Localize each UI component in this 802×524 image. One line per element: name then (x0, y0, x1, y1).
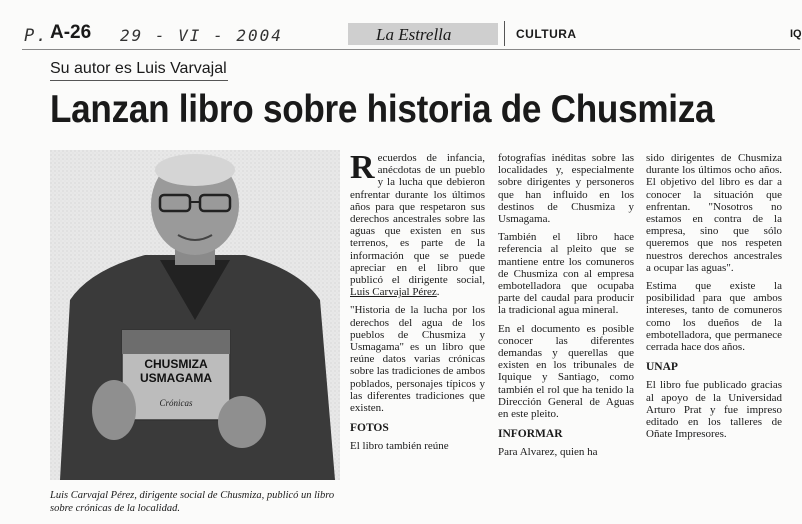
kicker-rule (50, 80, 228, 81)
photo-caption: Luis Carvajal Pérez, dirigente social de Chusmiza, publicó un libro sobre crónicas de la localidad. (50, 490, 335, 514)
col1-paragraph-2: "Historia de la lucha por los derechos del agua de los pueblos de Chusmiza y Usmagama" es un libro que reúne datos varias crónicas sobre las tradiciones de ambos poblados, personajes típicos y las diferentes tradiciones que existen. (350, 304, 485, 415)
col3-paragraph-3: El libro fue publicado gracias al apoyo de la Universidad Arturo Prat y fue impreso editado en los talleres de Oñate Impresores. (646, 379, 782, 441)
article-column-3 (646, 152, 782, 446)
book-title-line2: USMAGAMA (140, 371, 212, 385)
handwritten-page-mark: P. (24, 26, 49, 46)
handwritten-date: 29 - VI - 2004 (120, 26, 283, 45)
col2-paragraph-1: fotografías inéditas sobre las localidades y, especialmente sobre dirigentes y personeros que han influido en los destinos de Chusmiza y Usmagama. (498, 152, 634, 226)
col2-paragraph-2: También el libro hace referencia al pleito que se mantiene entre los comuneros de Chusmiza con al empresa embotelladora que ocupaba parte del caudal para producir la tradicional agua mineral. (498, 231, 634, 317)
book-subtitle: Crónicas (159, 398, 193, 408)
subheading-fotos: FOTOS (350, 422, 389, 435)
col2-paragraph-4: Para Alvarez, quien ha (498, 446, 598, 459)
subheading-unap: UNAP (646, 361, 678, 374)
col1-paragraph-1-end: . (436, 286, 440, 299)
page-right-mark: IQ (790, 28, 802, 40)
headline: Lanzan libro sobre historia de Chusmiza (50, 88, 715, 131)
col3-paragraph-1: sido dirigentes de Chusmiza durante los últimos ocho años. El objetivo del libro es dar a conocer la situación que enfrentan. "Nosotros no estamos en contra de la empresa, sino que sólo queremos que nos respeten nuestros derechos ancestrales a ocupar las aguas". (646, 152, 782, 274)
col2-paragraph-3: En el documento es posible conocer las diferentes demandas y querellas que existen en los tribunales de Iquique y Santiago, como también el rol que ha tenido la Dirección General de Aguas en este pleito. (498, 322, 634, 421)
drop-cap: R (350, 149, 375, 186)
header-rule (22, 49, 800, 50)
page-number: A-26 (50, 22, 92, 43)
photo-illustration (50, 150, 340, 480)
section-label: CULTURA (516, 27, 577, 41)
article-column-1 (350, 149, 485, 459)
kicker: Su autor es Luis Varvajal (50, 60, 227, 77)
book-title-line1: CHUSMIZA (144, 357, 208, 371)
article-photo (50, 150, 340, 480)
masthead: La Estrella (376, 25, 452, 44)
author-name: Luis Carvajal Pérez (350, 286, 437, 299)
article-column-2 (498, 152, 634, 465)
masthead-divider (504, 21, 505, 46)
subheading-informar: INFORMAR (498, 428, 563, 441)
col1-paragraph-1: ecuerdos de infancia, anécdotas de un pueblo y la lucha que debieron enfrentar durante los últimos años para que respetaron sus derechos ancestrales sobre las aguas que existen en sus terrenos, es parte de la información que se puede apreciar en el libro que publicó el dirigente social, (350, 152, 485, 287)
col1-paragraph-3: El libro también reúne (350, 440, 449, 453)
col3-paragraph-2: Estima que existe la posibilidad para que ambos intereses, tanto de comuneros como los dueños de la embotelladora, que permanece cerrada hace dos años. (646, 280, 782, 354)
